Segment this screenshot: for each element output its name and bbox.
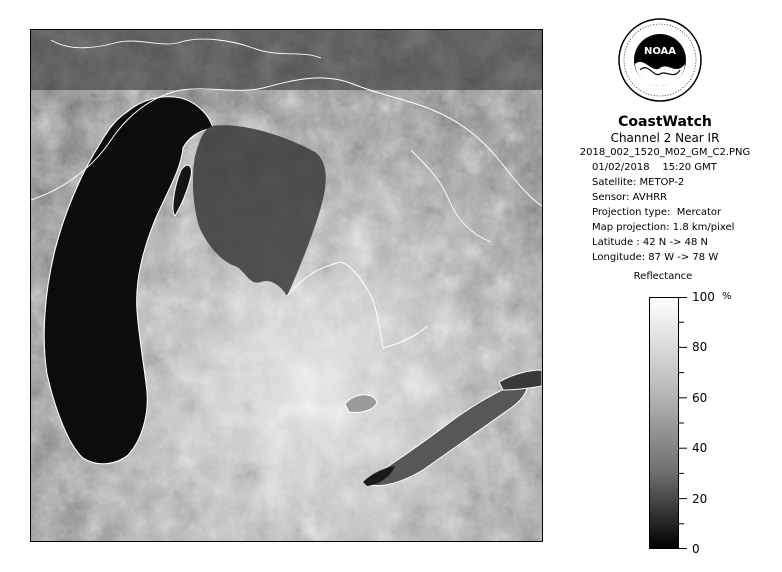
scale-title: Reflectance: [633, 271, 693, 282]
tick-marks: [679, 298, 687, 549]
scale-unit: %: [722, 291, 732, 302]
noaa-logo: [618, 18, 702, 102]
info-panel: [560, 114, 770, 265]
product-title: CoastWatch: [618, 114, 712, 130]
reflectance-colorbar: [649, 297, 679, 549]
channel-label: Channel 2 Near IR: [610, 131, 720, 145]
scale-ticks: [679, 297, 689, 549]
satellite-image-svg: [31, 30, 542, 541]
datetime-text: 01/02/2018 15:20 GMT: [592, 162, 717, 173]
scale-tick-label: 0: [692, 542, 700, 556]
scale-tick-label: 20: [692, 491, 708, 506]
noaa-logo-icon: [618, 18, 702, 102]
scale-tick-label: 80: [692, 340, 708, 355]
satellite-image-map: [30, 29, 543, 542]
projection-type-text: Projection type: Mercator: [592, 207, 722, 218]
map-projection-text: Map projection: 1.8 km/pixel: [592, 222, 735, 233]
metadata-list: [592, 160, 770, 265]
dark-north-region: [31, 30, 542, 90]
latitude-text: Latitude : 42 N -> 48 N: [592, 237, 708, 248]
satellite-text: Satellite: METOP-2: [592, 177, 685, 188]
sensor-text: Sensor: AVHRR: [592, 192, 668, 203]
file-name: 2018_002_1520_M02_GM_C2.PNG: [579, 147, 751, 158]
logo-text: NOAA: [643, 46, 677, 57]
scale-tick-label: 60: [692, 390, 708, 405]
longitude-text: Longitude: 87 W -> 78 W: [592, 252, 719, 263]
scale-tick-label: 100: [692, 290, 715, 304]
scale-tick-label: 40: [692, 441, 708, 456]
